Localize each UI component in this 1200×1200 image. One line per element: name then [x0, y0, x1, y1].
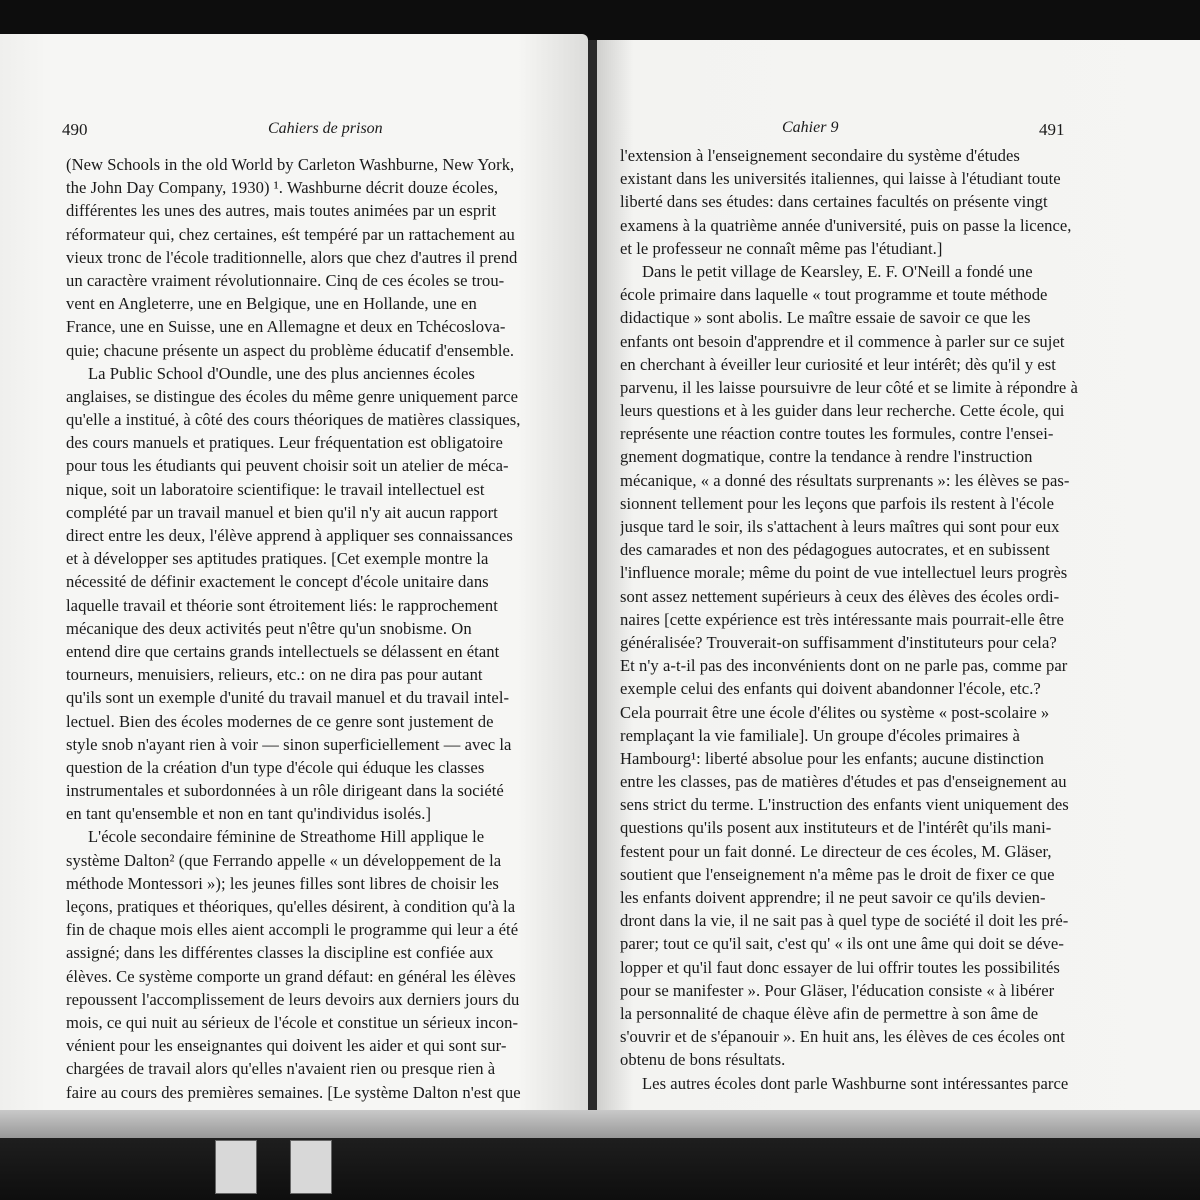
text-line: mécanique des deux activités peut n'être qu'un snobisme. On	[66, 618, 472, 638]
text-line: élèves. Ce système comporte un grand défaut: en général les élèves	[66, 966, 516, 986]
page-number-right: 491	[1039, 120, 1065, 139]
text-line: lectuel. Bien des écoles modernes de ce genre sont justement de	[66, 711, 494, 731]
text-line: nécessité de définir exactement le concept d'école unitaire dans	[66, 572, 489, 592]
text-line: pour tous les étudiants qui peuvent choisir soit un atelier de méca-	[66, 456, 509, 476]
spine-label-tag	[290, 1140, 332, 1194]
text-line: the John Day Company, 1930) ¹. Washburne décrit douze écoles,	[66, 178, 499, 198]
text-line: la personnalité de chaque élève afin de permettre à son âme de	[620, 1003, 1039, 1023]
text-line: obtenu de bons résultats.	[620, 1050, 786, 1070]
text-line: l'extension à l'enseignement secondaire du système d'études	[620, 146, 1020, 165]
text-line: vénient pour les enseignantes qui doivent les aider et qui sont sur-	[66, 1036, 507, 1056]
text-line: parer; tout ce qu'il sait, c'est qu' « ils ont une âme qui doit se déve-	[620, 934, 1064, 954]
text-line: leurs questions et à les guider dans leur recherche. Cette école, qui	[620, 401, 1065, 421]
text-line: Dans le petit village de Kearsley, E. F. O'Neill a fondé une	[642, 261, 1033, 281]
text-line: soutient que l'enseignement n'a même pas le droit de fixer ce que	[620, 864, 1055, 884]
text-line: gnement dogmatique, contre la tendance à rendre l'instruction	[620, 447, 1033, 467]
text-line: (New Schools in the old World by Carleton Washburne, New York,	[66, 155, 515, 174]
text-line: qu'ils sont un exemple d'unité du travail manuel et du travail intel-	[66, 688, 510, 708]
text-line: les enfants doivent apprendre; il ne peut savoir ce qu'ils devien-	[620, 888, 1046, 907]
text-line: un caractère vraiment révolutionnaire. Cinq de ces écoles se trou-	[66, 270, 505, 290]
right-page-text	[620, 144, 1180, 1095]
text-line: remplaçant la vie familiale]. Un groupe d'écoles primaires à	[620, 725, 1020, 745]
text-line: existant dans les universités italiennes, qui laisse à l'étudiant toute	[620, 169, 1061, 189]
text-line: des camarades et non des pédagogues autocrates, et en subissent	[620, 540, 1050, 560]
text-line: vieux tronc de l'école traditionnelle, alors que chez d'autres il prend	[66, 247, 518, 267]
text-line: faire au cours des premières semaines. [Le système Dalton n'est que	[66, 1082, 521, 1102]
text-line: école primaire dans laquelle « tout programme et toute méthode	[620, 285, 1048, 305]
text-line: anglaises, se distingue des écoles du même genre uniquement parce	[66, 386, 519, 406]
text-line: style snob n'ayant rien à voir — sinon superficiellement — avec la	[66, 734, 512, 754]
left-page-text	[66, 153, 576, 1104]
text-line: entend dire que certains grands intellectuels se délassent en étant	[66, 641, 500, 661]
text-line: différentes les unes des autres, mais toutes animées par un esprit	[66, 201, 497, 221]
text-line: repoussent l'accomplissement de leurs devoirs aux derniers jours du	[66, 989, 520, 1009]
text-line: l'influence morale; même du point de vue intellectuel leurs progrès	[620, 563, 1068, 583]
text-line: leçons, pratiques et théoriques, qu'elles désirent, à condition qu'à la	[66, 897, 516, 916]
text-line: complété par un travail manuel et bien qu'il n'y ait aucun rapport	[66, 502, 498, 522]
text-line: parvenu, il les laisse poursuivre de leur côté et se limite à répondre à	[620, 377, 1078, 397]
text-line: chargées de travail alors qu'elles n'avaient rien ou presque rien à	[66, 1059, 496, 1079]
text-line: La Public School d'Oundle, une des plus anciennes écoles	[88, 363, 475, 383]
running-head-left: Cahiers de prison	[268, 120, 383, 137]
left-page	[0, 34, 588, 1126]
text-line: représente une réaction contre toutes les formules, contre l'ensei-	[620, 424, 1054, 444]
text-line: quie; chacune présente un aspect du problème éducatif d'ensemble.	[66, 340, 515, 360]
text-line: instrumentales et subordonnées à un rôle dirigeant dans la société	[66, 781, 504, 801]
text-line: qu'elle a institué, à côté des cours théoriques de matières classiques,	[66, 410, 521, 430]
text-line: Les autres écoles dont parle Washburne sont intéressantes parce	[642, 1073, 1069, 1093]
text-line: exemple celui des enfants qui doivent abandonner l'école, etc.?	[620, 679, 1041, 699]
text-line: mois, ce qui nuit au sérieux de l'école et constitue un sérieux incon-	[66, 1012, 519, 1032]
text-line: direct entre les deux, l'élève apprend à appliquer ses connaissances	[66, 526, 513, 545]
text-line: questions qu'ils posent aux instituteurs et de l'intérêt qu'ils mani-	[620, 818, 1052, 838]
text-line: et à développer ses aptitudes pratiques. [Cet exemple montre la	[66, 549, 489, 569]
text-line: jusque tard le soir, ils s'attachent à leurs maîtres qui sont pour eux	[620, 517, 1060, 536]
text-line: assigné; dans les différentes classes la discipline est confiée aux	[66, 943, 494, 963]
text-line: lopper et qu'il faut donc essayer de lui offrir toutes les possibilités	[620, 957, 1060, 977]
text-line: sionnent tellement pour les leçons que parfois ils restent à l'école	[620, 493, 1055, 513]
text-line: liberté dans ses études: dans certaines facultés on présente vingt	[620, 192, 1048, 212]
text-line: laquelle travail et théorie sont étroitement liés: le rapprochement	[66, 595, 498, 615]
text-line: L'école secondaire féminine de Streathome Hill applique le	[88, 827, 485, 847]
text-line: examens à la quatrième année d'université, puis on passe la licence,	[620, 215, 1072, 235]
text-line: réformateur qui, chez certaines, eśt tempéré par un rattachement au	[66, 224, 515, 244]
text-line: s'ouvrir et de s'épanouir ». En huit ans, les élèves de ces écoles ont	[620, 1027, 1065, 1047]
table-surface	[0, 1110, 1200, 1200]
text-line: vent en Angleterre, une en Belgique, une en Hollande, une en	[66, 294, 477, 314]
text-line: pour se manifester ». Pour Gläser, l'éducation consiste « à libérer	[620, 980, 1055, 1000]
right-page	[597, 40, 1200, 1132]
text-line: sens strict du terme. L'instruction des enfants vient uniquement des	[620, 795, 1069, 815]
text-line: en cherchant à éveiller leur curiosité et leur intérêt; dès qu'il y est	[620, 354, 1056, 374]
text-line: méthode Montessori »); les jeunes filles sont libres de choisir les	[66, 873, 499, 893]
text-line: didactique » sont abolis. Le maître essaie de savoir ce que les	[620, 308, 1031, 328]
text-line: naires [cette expérience est très intéressante mais pourrait-elle être	[620, 609, 1064, 629]
spine-label-tag	[215, 1140, 257, 1194]
text-line: fin de chaque mois elles aient accompli le programme qui leur a été	[66, 920, 519, 940]
text-line: sont assez nettement supérieurs à ceux des élèves des écoles ordi-	[620, 586, 1060, 606]
text-line: dront dans la vie, il ne sait pas à quel type de société il doit les pré-	[620, 911, 1069, 931]
text-line: nique, soit un laboratoire scientifique: le travail intellectuel est	[66, 479, 485, 499]
text-line: et le professeur ne connaît même pas l'étudiant.]	[620, 238, 943, 258]
text-line: Hambourg¹: liberté absolue pour les enfants; aucune distinction	[620, 748, 1044, 768]
page-number-left: 490	[62, 120, 88, 139]
running-head-right: Cahier 9	[782, 119, 839, 136]
text-line: tourneurs, menuisiers, relieurs, etc.: on ne dira pas pour autant	[66, 665, 483, 685]
text-line: festent pour un fait donné. Le directeur de ces écoles, M. Gläser,	[620, 841, 1052, 861]
text-line: mécanique, « a donné des résultats surprenants »: les élèves se pas-	[620, 470, 1070, 490]
text-line: question de la création d'un type d'école qui éduque les classes	[66, 757, 485, 777]
text-line: entre les classes, pas de matières d'études et pas d'enseignement au	[620, 772, 1067, 792]
book-spine-row	[0, 1138, 1200, 1200]
text-line: enfants ont besoin d'apprendre et il commence à parler sur ce sujet	[620, 331, 1065, 351]
text-line: système Dalton² (que Ferrando appelle « un développement de la	[66, 850, 502, 870]
text-line: des cours manuels et pratiques. Leur fréquentation est obligatoire	[66, 433, 503, 453]
text-line: Cela pourrait être une école d'élites ou système « post-scolaire »	[620, 702, 1050, 722]
text-line: généralisée? Trouverait-on suffisamment d'instituteurs pour cela?	[620, 632, 1057, 652]
text-line: en tant qu'ensemble et non en tant qu'individus isolés.]	[66, 804, 432, 824]
text-line: Et n'y a-t-il pas des inconvénients dont on ne parle pas, comme par	[620, 656, 1068, 676]
text-line: France, une en Suisse, une en Allemagne et deux en Tchécoslova-	[66, 317, 506, 337]
